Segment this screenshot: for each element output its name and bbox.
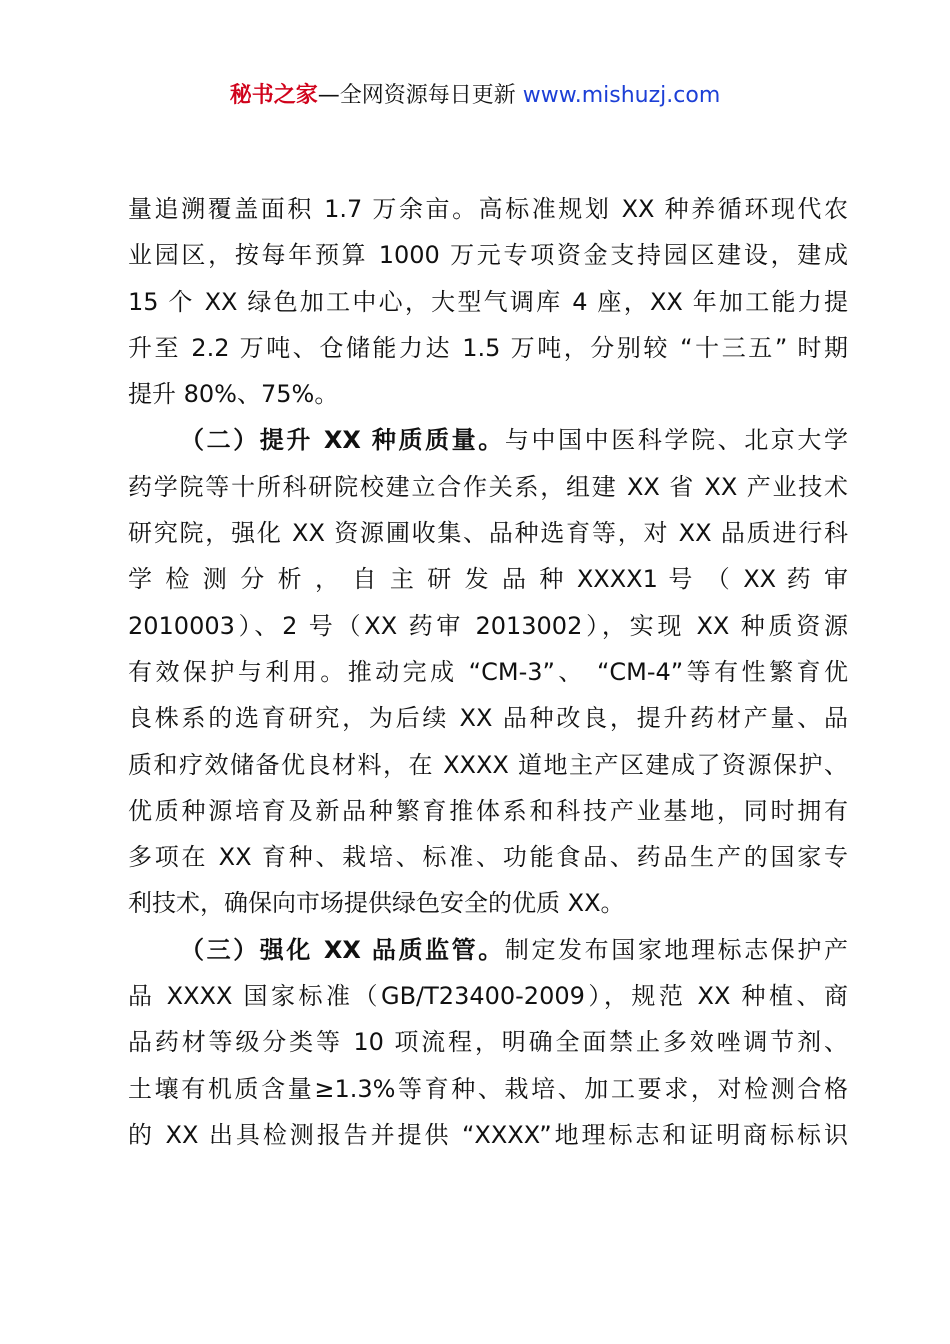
text-line: 2010003）、2 号（XX 药审 2013002），实现 XX 种质资源 — [128, 611, 848, 640]
text-line: 学 检 测 分 析 ， 自 主 研 发 品 种 XXXX1 号 （ XX 药 审 — [128, 565, 848, 594]
text-line: 品 XXXX 国家标准（GB/T23400-2009），规范 XX 种植、商 — [128, 982, 848, 1011]
text-line: 研究院，强化 XX 资源圃收集、品种选育等，对 XX 品质进行科 — [128, 519, 848, 548]
text-line: 15 个 XX 绿色加工中心，大型气调库 4 座，XX 年加工能力提 — [128, 287, 848, 316]
document-body — [128, 186, 848, 1158]
text-line: 多项在 XX 育种、栽培、标准、功能食品、药品生产的国家专 — [128, 843, 848, 872]
text-line: 药学院等十所科研院校建立合作关系，组建 XX 省 XX 产业技术 — [128, 472, 848, 501]
section-heading-line: （三）强化 XX 品质监管。制定发布国家地理标志保护产 — [180, 935, 848, 964]
text-line: 有效保护与利用。推动完成 “CM-3”、 “CM-4”等有性繁育优 — [128, 657, 848, 686]
site-url-link[interactable]: www.mishuzj.com — [522, 83, 721, 108]
text-line: 优质种源培育及新品种繁育推体系和科技产业基地，同时拥有 — [128, 796, 848, 825]
text-line: 质和疗效储备优良材料，在 XXXX 道地主产区建成了资源保护、 — [128, 750, 848, 779]
site-header — [0, 80, 950, 112]
header-tagline: —全网资源每日更新 — [317, 83, 516, 108]
section-heading-line: （二）提升 XX 种质质量。与中国中医科学院、北京大学 — [180, 426, 848, 455]
text-line: 提升 80%、75%。 — [128, 380, 339, 409]
brand-name: 秘书之家 — [229, 83, 318, 108]
text-line: 利技术，确保向市场提供绿色安全的优质 XX。 — [128, 889, 625, 918]
text-line: 良株系的选育研究，为后续 XX 品种改良，提升药材产量、品 — [128, 704, 848, 733]
text-line: 的 XX 出具检测报告并提供 “XXXX”地理标志和证明商标标识 — [128, 1120, 848, 1149]
text-line: 升至 2.2 万吨、仓储能力达 1.5 万吨，分别较 “十三五” 时期 — [128, 333, 848, 362]
text-line: 土壤有机质含量≥1.3%等育种、栽培、加工要求，对检测合格 — [128, 1074, 848, 1103]
section-heading: （二）提升 XX 种质质量。 — [180, 426, 505, 455]
text-line: 量追溯覆盖面积 1.7 万余亩。高标准规划 XX 种养循环现代农 — [128, 195, 848, 223]
section-heading: （三）强化 XX 品质监管。 — [180, 935, 505, 964]
text-line: 品药材等级分类等 10 项流程，明确全面禁止多效唑调节剂、 — [128, 1028, 848, 1057]
text-line: 业园区，按每年预算 1000 万元专项资金支持园区建设，建成 — [128, 241, 848, 270]
